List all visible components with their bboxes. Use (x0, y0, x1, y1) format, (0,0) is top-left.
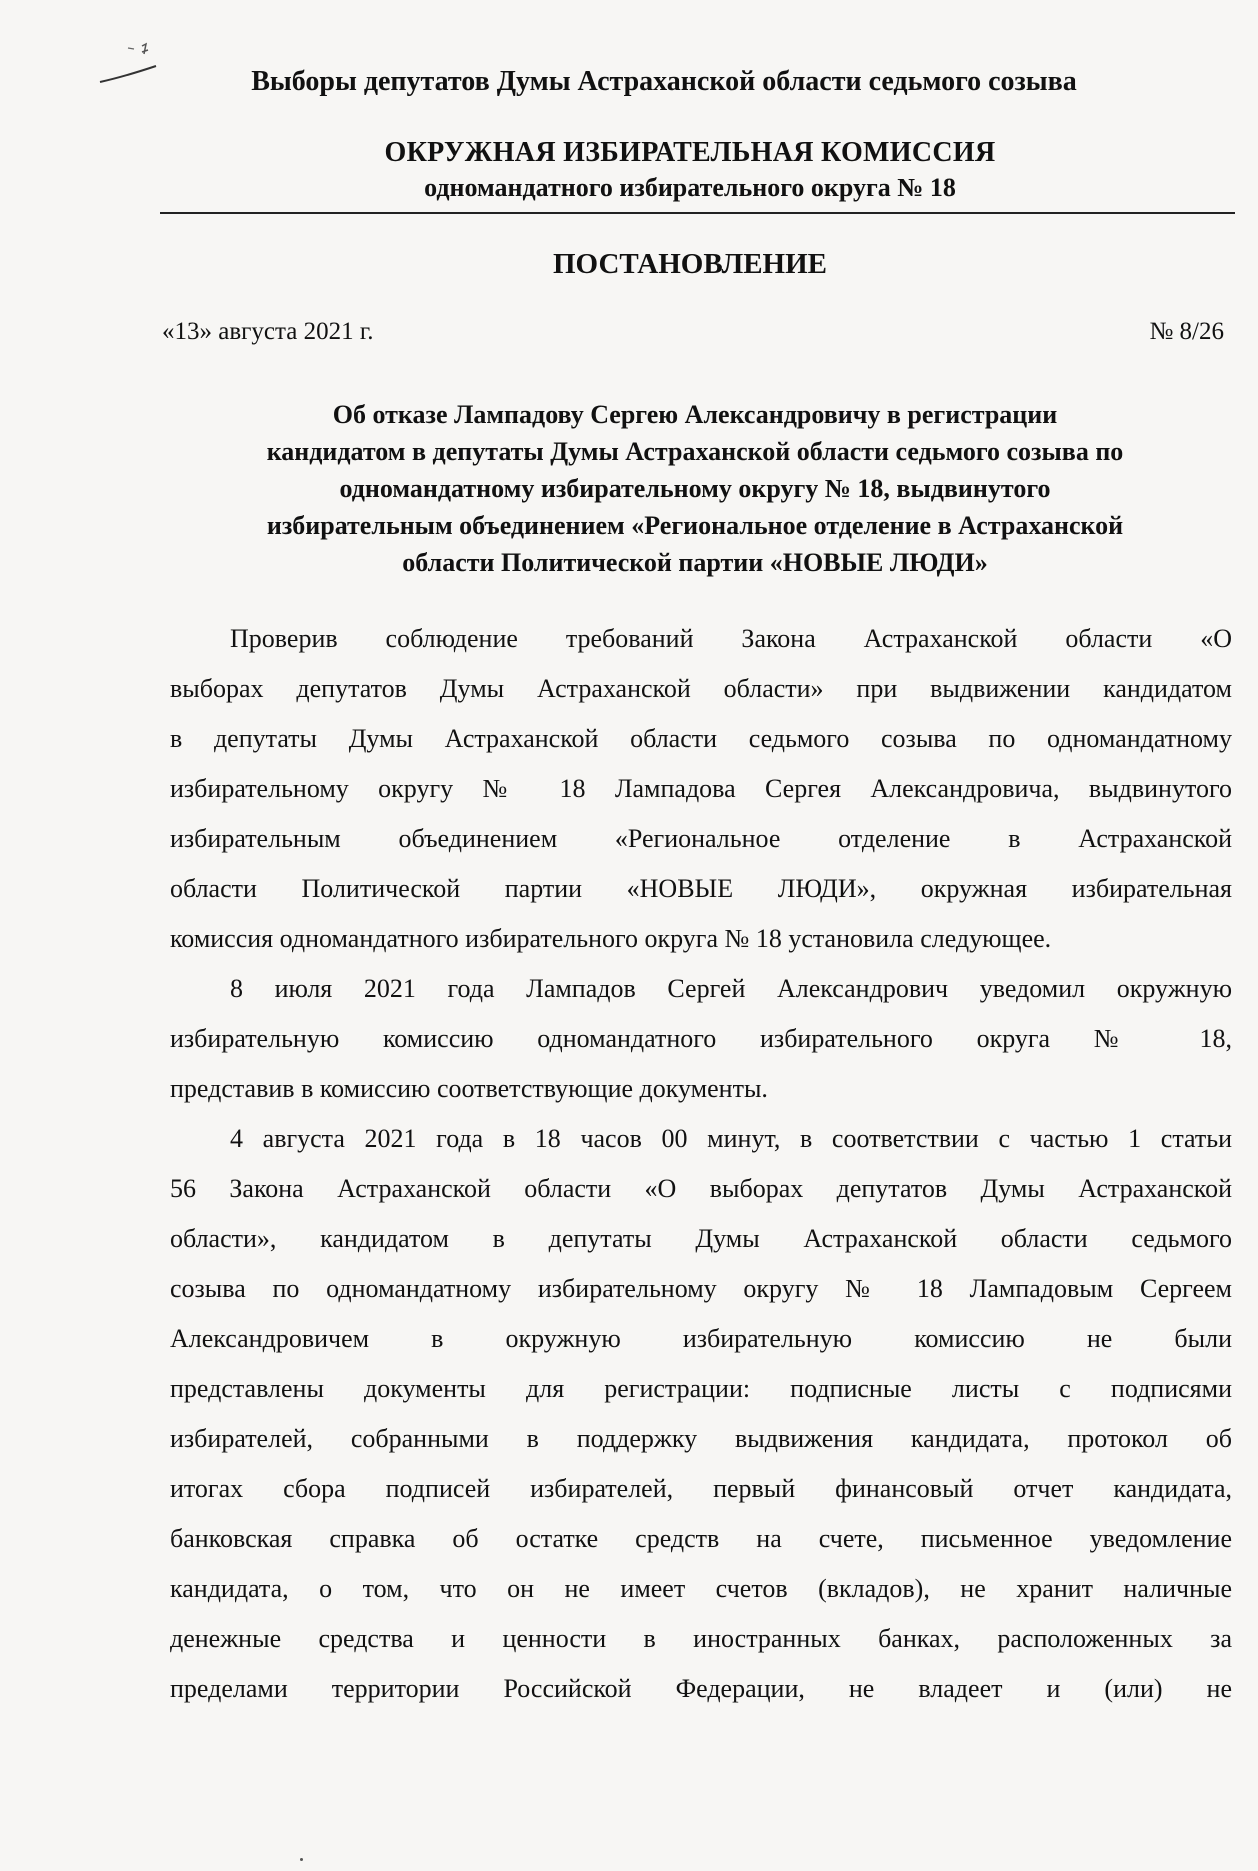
district-title: одномандатного избирательного округа № 18 (424, 173, 956, 202)
election-title: Выборы депутатов Думы Астраханской области седьмого созыва (251, 66, 1077, 97)
body-text-line: области», кандидатом в депутаты Думы Астраханской области седьмого (170, 1224, 1232, 1253)
body-text-line: в депутаты Думы Астраханской области седьмого созыва по одномандатному (170, 724, 1232, 753)
body-text-line: комиссия одномандатного избирательного округа № 18 установила следующее. (170, 924, 1052, 953)
body-text-line: избирателей, собранными в поддержку выдвижения кандидата, протокол об (170, 1424, 1232, 1453)
body-text-line: пределами территории Российской Федерации, не владеет и (или) не (170, 1674, 1232, 1703)
body-text-line: представлены документы для регистрации: подписные листы с подписями (170, 1374, 1232, 1403)
body-text-line: 56 Закона Астраханской области «О выборах депутатов Думы Астраханской (170, 1174, 1232, 1203)
subject-line: избирательным объединением «Региональное отделение в Астраханской (266, 511, 1124, 540)
header-divider (160, 212, 1235, 214)
body-text-line: 8 июля 2021 года Лампадов Сергей Александрович уведомил окружную (230, 974, 1232, 1003)
body-text-line: избирательному округу № 18 Лампадова Сергея Александровича, выдвинутого (170, 774, 1232, 803)
body-text-line: банковская справка об остатке средств на счете, письменное уведомление (170, 1524, 1232, 1553)
body-text-line: избирательную комиссию одномандатного избирательного округа № 18, (170, 1024, 1232, 1053)
document-number: № 8/26 (1149, 318, 1224, 345)
body-text-line: кандидата, о том, что он не имеет счетов (вкладов), не хранит наличные (170, 1574, 1232, 1603)
body-text-line: Александровичем в окружную избирательную комиссию не были (170, 1324, 1232, 1353)
document-subject (160, 396, 1230, 581)
body-text-line: Проверив соблюдение требований Закона Астраханской области «О (230, 624, 1232, 653)
body-text-line: 4 августа 2021 года в 18 часов 00 минут, в соответствии с частью 1 статьи (230, 1124, 1232, 1153)
body-text-line: денежные средства и ценности в иностранных банках, расположенных за (170, 1624, 1232, 1653)
body-text-line: созыва по одномандатному избирательному округу № 18 Лампадовым Сергеем (170, 1274, 1232, 1303)
body-text-line: выборах депутатов Думы Астраханской области» при выдвижении кандидатом (170, 674, 1232, 703)
document-type: ПОСТАНОВЛЕНИЕ (552, 248, 827, 280)
subject-line: области Политической партии «НОВЫЕ ЛЮДИ» (402, 548, 988, 577)
subject-line: кандидатом в депутаты Думы Астраханской области седьмого созыва по (266, 437, 1124, 466)
document-body (170, 614, 1232, 1714)
body-text-line: итогах сбора подписей избирателей, первый финансовый отчет кандидата, (170, 1474, 1232, 1503)
subject-line: Об отказе Лампадову Сергею Александровичу в регистрации (332, 400, 1058, 429)
document-date: «13» августа 2021 г. (162, 318, 374, 345)
scan-speck (300, 1858, 303, 1861)
subject-line: одномандатному избирательному округу № 18, выдвинутого (339, 474, 1051, 503)
commission-title: ОКРУЖНАЯ ИЗБИРАТЕЛЬНАЯ КОМИССИЯ (384, 137, 996, 168)
body-text-line: области Политической партии «НОВЫЕ ЛЮДИ», окружная избирательная (170, 874, 1232, 903)
body-text-line: представив в комиссию соответствующие документы. (170, 1074, 768, 1103)
body-text-line: избирательным объединением «Региональное отделение в Астраханской (170, 824, 1232, 853)
